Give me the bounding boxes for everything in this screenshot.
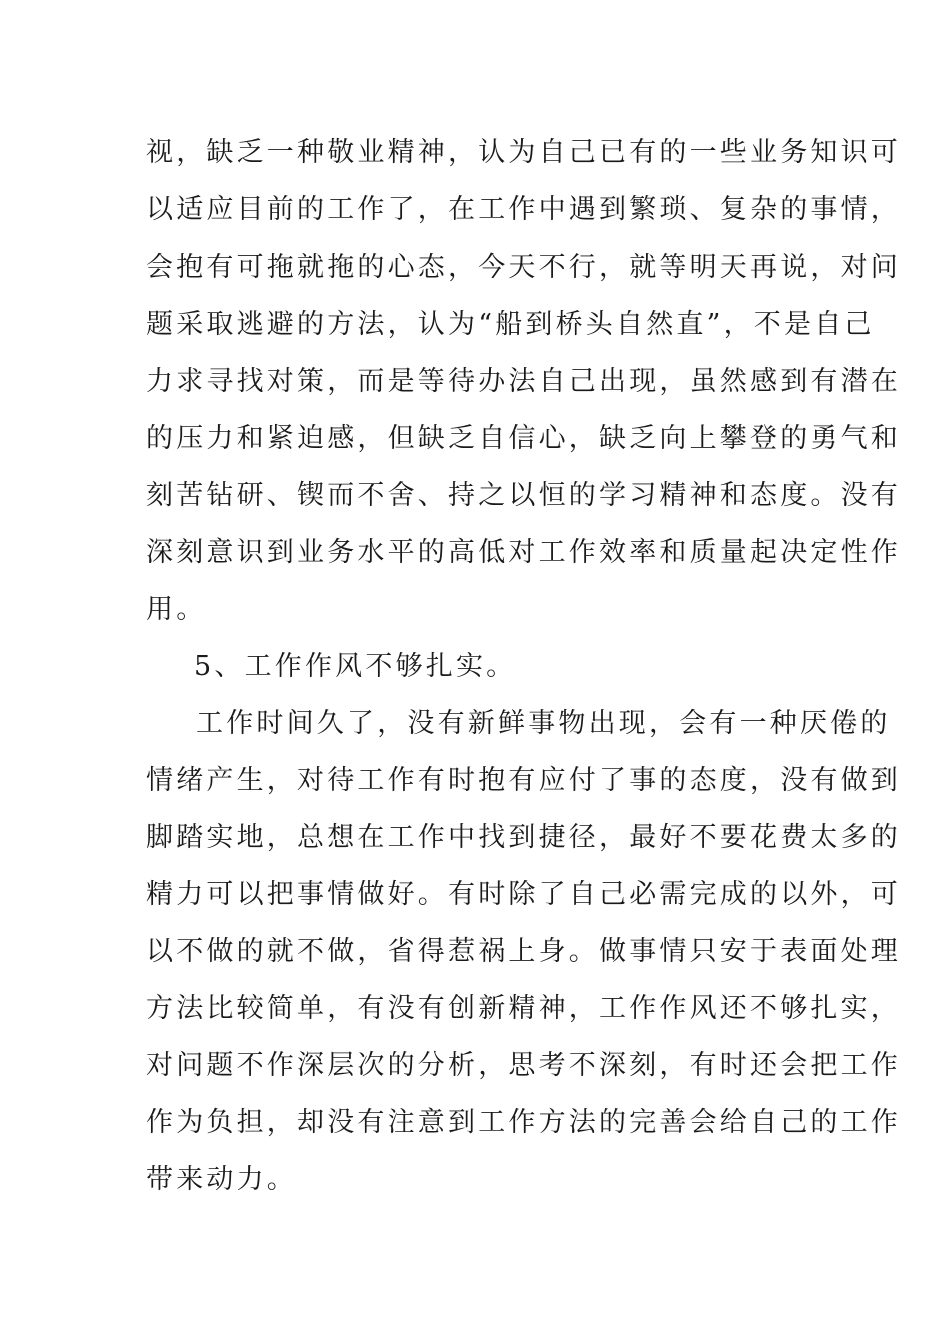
paragraph-2-line-6: 方法比较简单，有没有创新精神，工作作风还不够扎实， <box>146 993 901 1024</box>
section-heading-5: 5、工作作风不够扎实。 <box>194 651 517 682</box>
paragraph-1-line-7: 刻苦钻研、锲而不舍、持之以恒的学习精神和态度。没有 <box>146 480 901 511</box>
paragraph-2-line-8: 作为负担，却没有注意到工作方法的完善会给自己的工作 <box>146 1107 901 1138</box>
paragraph-2-line-7: 对问题不作深层次的分析，思考不深刻，有时还会把工作 <box>146 1050 901 1081</box>
paragraph-1-line-2: 以适应目前的工作了，在工作中遇到繁琐、复杂的事情， <box>146 194 901 225</box>
paragraph-2-line-4: 精力可以把事情做好。有时除了自己必需完成的以外，可 <box>146 879 901 910</box>
paragraph-2-line-1: 工作时间久了，没有新鲜事物出现，会有一种厌倦的 <box>196 708 891 739</box>
paragraph-2-line-3: 脚踏实地，总想在工作中找到捷径，最好不要花费太多的 <box>146 822 901 853</box>
paragraph-1-line-1: 视，缺乏一种敬业精神，认为自己已有的一些业务知识可 <box>146 137 901 168</box>
paragraph-1-line-6: 的压力和紧迫感，但缺乏自信心，缺乏向上攀登的勇气和 <box>146 423 901 454</box>
paragraph-2-line-2: 情绪产生，对待工作有时抱有应付了事的态度，没有做到 <box>146 765 901 796</box>
paragraph-1-line-8: 深刻意识到业务水平的高低对工作效率和质量起决定性作 <box>146 537 901 568</box>
paragraph-1-line-4: 题采取逃避的方法，认为“船到桥头自然直”，不是自己 <box>146 309 875 340</box>
paragraph-1-line-9: 用。 <box>146 594 207 625</box>
paragraph-1-line-3: 会抱有可拖就拖的心态，今天不行，就等明天再说，对问 <box>146 252 901 283</box>
paragraph-2-line-5: 以不做的就不做，省得惹祸上身。做事情只安于表面处理 <box>146 936 901 967</box>
paragraph-2-line-9: 带来动力。 <box>146 1164 297 1195</box>
paragraph-1-line-5: 力求寻找对策，而是等待办法自己出现，虽然感到有潜在 <box>146 366 901 397</box>
